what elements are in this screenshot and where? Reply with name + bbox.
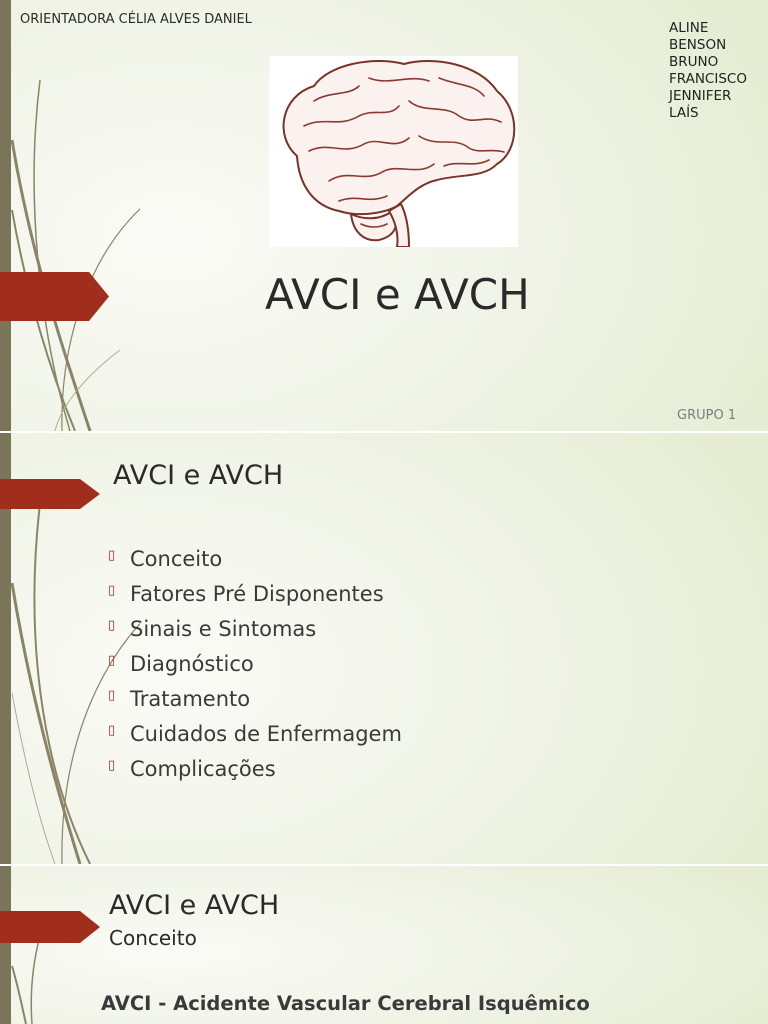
brain-image xyxy=(269,56,518,247)
brain-icon xyxy=(269,56,518,247)
square-bullet-icon: ▯ xyxy=(108,548,116,563)
square-bullet-icon: ▯ xyxy=(108,583,116,598)
list-item xyxy=(108,615,402,650)
square-bullet-icon: ▯ xyxy=(108,688,116,703)
square-bullet-icon: ▯ xyxy=(108,618,116,633)
slide-heading: AVCI e AVCH xyxy=(109,890,280,921)
list-item xyxy=(108,720,402,755)
list-item-label: Diagnóstico xyxy=(130,652,254,676)
list-item-label: Fatores Pré Disponentes xyxy=(130,582,384,606)
accent-ribbon xyxy=(0,479,100,509)
author-name: BRUNO xyxy=(669,54,719,70)
author-name: LAÍS xyxy=(669,105,699,121)
slide-subheading: Conceito xyxy=(109,926,197,950)
author-name: BENSON xyxy=(669,37,727,53)
slide-heading: AVCI e AVCH xyxy=(113,460,284,491)
accent-ribbon xyxy=(0,272,109,321)
slide-agenda xyxy=(0,433,768,864)
list-item xyxy=(108,755,402,790)
list-item xyxy=(108,650,402,685)
slide-title xyxy=(0,0,768,431)
list-item xyxy=(108,685,402,720)
topic-list xyxy=(108,545,402,790)
author-name: FRANCISCO xyxy=(669,71,747,87)
list-item-label: Complicações xyxy=(130,757,276,781)
author-name: ALINE xyxy=(669,20,709,36)
list-item-label: Conceito xyxy=(130,547,223,571)
slide-title-text: AVCI e AVCH xyxy=(265,270,530,319)
author-list xyxy=(669,20,747,122)
orientadora-label: ORIENTADORA CÉLIA ALVES DANIEL xyxy=(20,12,252,27)
section-heading: AVCI - Acidente Vascular Cerebral Isquêmico xyxy=(101,992,590,1015)
list-item-label: Sinais e Sintomas xyxy=(130,617,317,641)
accent-ribbon xyxy=(0,911,100,943)
slide-concept xyxy=(0,866,768,1024)
list-item xyxy=(108,580,402,615)
square-bullet-icon: ▯ xyxy=(108,653,116,668)
square-bullet-icon: ▯ xyxy=(108,758,116,773)
list-item-label: Cuidados de Enfermagem xyxy=(130,722,402,746)
author-name: JENNIFER xyxy=(669,88,732,104)
list-item xyxy=(108,545,402,580)
group-label: GRUPO 1 xyxy=(677,408,737,423)
list-item-label: Tratamento xyxy=(130,687,251,711)
square-bullet-icon: ▯ xyxy=(108,723,116,738)
grass-decoration xyxy=(0,0,140,431)
